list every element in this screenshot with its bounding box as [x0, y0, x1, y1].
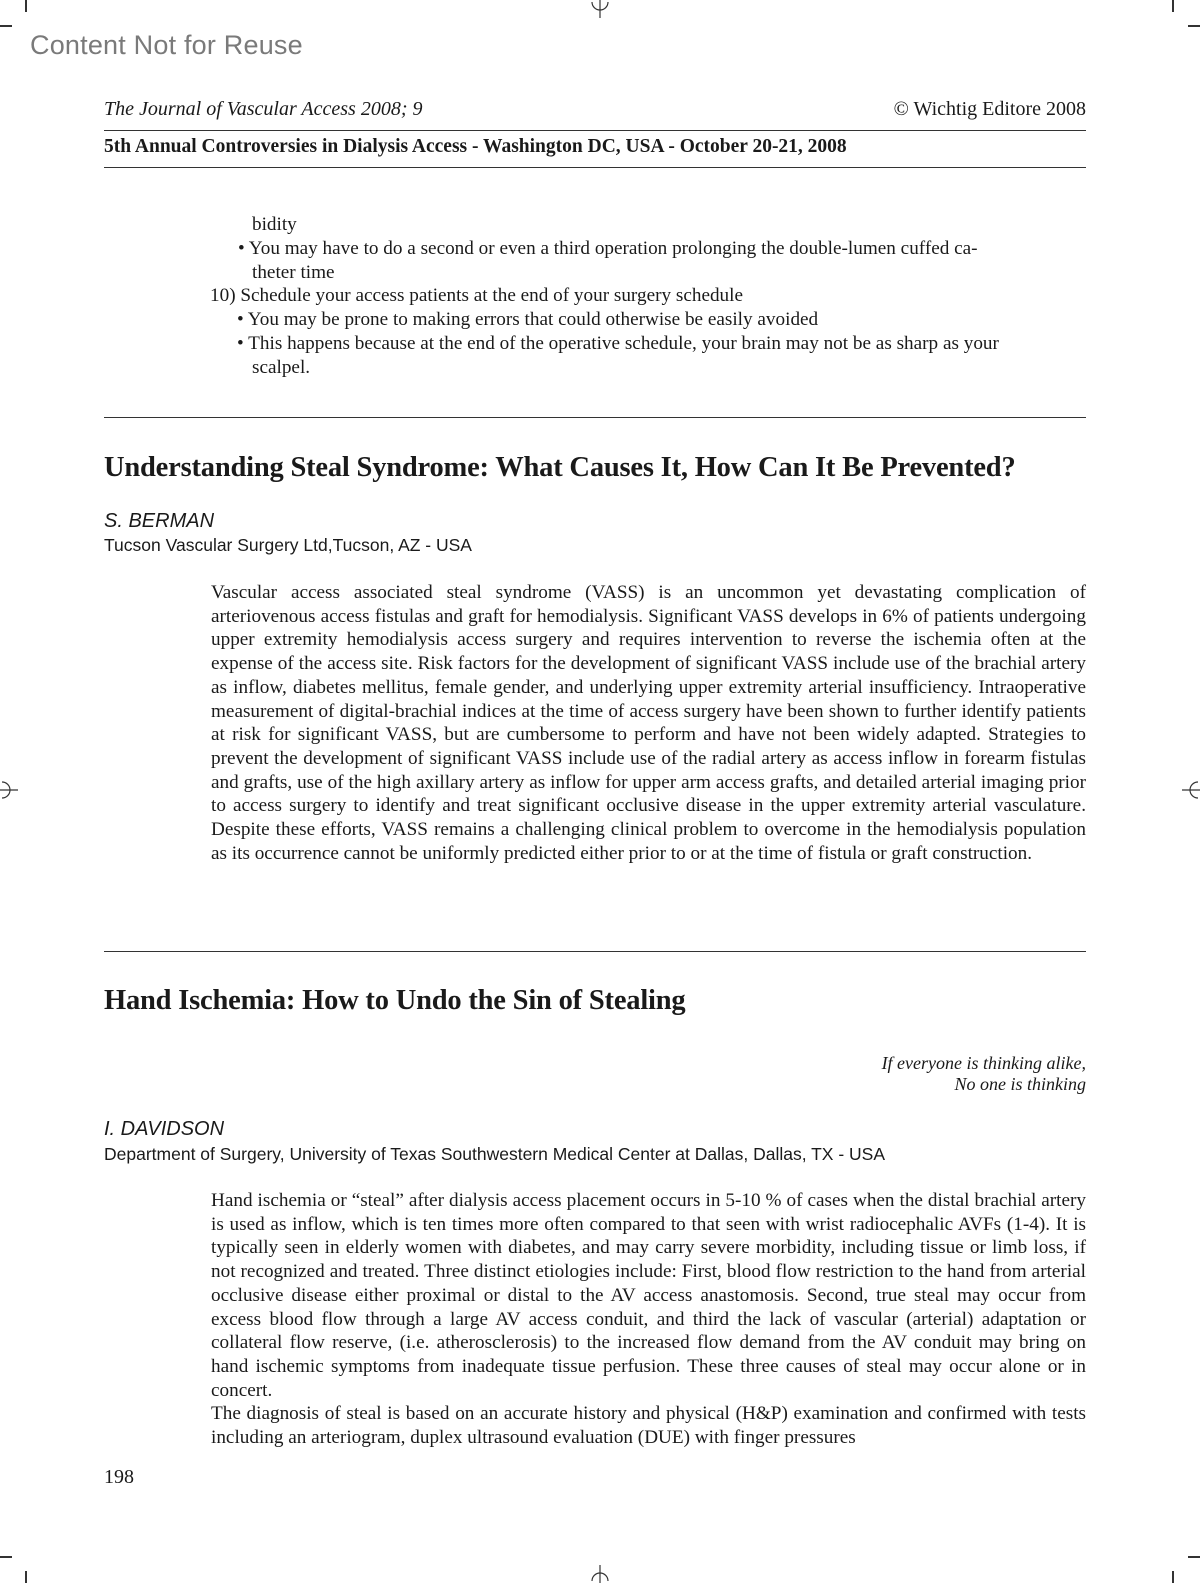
registration-mark-left-icon — [0, 775, 20, 805]
epigraph — [882, 1053, 1086, 1095]
bullet-text: • You may have to do a second or even a third operation prolonging the double-lumen cuffed ca- — [238, 237, 978, 259]
crop-mark-top-right — [1172, 0, 1174, 12]
epigraph-line: If everyone is thinking alike, — [881, 1053, 1086, 1073]
article-author: S. BERMAN — [104, 510, 215, 532]
article-title: Hand Ischemia: How to Undo the Sin of Stealing — [104, 985, 686, 1016]
article-author: I. DAVIDSON — [104, 1118, 225, 1140]
running-header — [104, 98, 1086, 131]
previous-article-continuation — [210, 213, 1086, 380]
article-affiliation: Tucson Vascular Surgery Ltd,Tucson, AZ - USA — [104, 535, 472, 555]
numbered-item: 10) Schedule your access patients at the end of your surgery schedule — [210, 285, 743, 307]
body-paragraph: The diagnosis of steal is based on an accurate history and physical (H&P) examination and confirmed with tests including an arteriogram, duplex ultrasound evaluation (DUE) with finger pressures — [211, 1403, 1086, 1449]
journal-name: The Journal of Vascular Access 2008; 9 — [104, 98, 423, 120]
continuation-line: bidity — [252, 214, 297, 235]
conference-line: 5th Annual Controversies in Dialysis Access - Washington DC, USA - October 20-21, 2008 — [104, 136, 1086, 168]
bullet-continuation: theter time — [252, 261, 335, 283]
copyright-notice: © Wichtig Editore 2008 — [893, 98, 1086, 120]
bullet-continuation: scalpel. — [252, 356, 311, 378]
crop-mark-top-left — [25, 0, 27, 12]
bullet-item — [210, 237, 1086, 261]
crop-mark-top-right-h — [1188, 25, 1200, 27]
article-body — [211, 1189, 1086, 1450]
crop-mark-bottom-right-h — [1188, 1556, 1200, 1558]
registration-mark-top-icon — [585, 0, 615, 20]
registration-mark-bottom-icon — [585, 1563, 615, 1583]
page-number: 198 — [104, 1466, 134, 1488]
watermark-text: Content Not for Reuse — [30, 30, 303, 60]
registration-mark-right-icon — [1180, 775, 1200, 805]
bullet-item: • You may be prone to making errors that could otherwise be easily avoided — [237, 309, 819, 331]
crop-mark-bottom-right — [1172, 1571, 1174, 1583]
article-affiliation: Department of Surgery, University of Texas Southwestern Medical Center at Dallas, Dallas, TX - USA — [104, 1144, 886, 1164]
bullet-item: • This happens because at the end of the operative schedule, your brain may not be as sharp as your — [237, 332, 999, 354]
article-abstract: Vascular access associated steal syndrome (VASS) is an uncommon yet devastating complication of arteriovenous access fistulas and graft for hemodialysis. Significant VASS develops in 6% of patients undergoing upper extremity hemodialysis access surgery and requires intervention to reverse the ischemia often at the expense of the access site. Risk factors for the development of significant VASS include use of the brachial artery as inflow, diabetes mellitus, female gender, and underlying upper extremity arterial insufficiency. Intraoperative measurement of digital-brachial indices at the time of access surgery have been shown to further identify patients at risk for significant VASS, but are cumbersome to perform and have not been widely adapted. Strategies to prevent the development of significant VASS include use of the radial artery as access inflow in forearm fistulas and grafts, use of the high axillary artery as inflow for upper arm access grafts, and detailed arterial imaging prior to access surgery to identify and treat significant occlusive disease in the upper extremity arterial vasculature. Despite these efforts, VASS remains a challenging clinical problem to overcome in the hemodialysis population as its occurrence cannot be uniformly predicted either prior to or at the time of fistula or graft construction. — [211, 582, 1086, 864]
section-divider — [104, 417, 1086, 418]
epigraph-line: No one is thinking — [954, 1074, 1086, 1094]
body-paragraph: Hand ischemia or “steal” after dialysis access placement occurs in 5-10 % of cases when the distal brachial artery is used as inflow, which is ten times more often compared to that seen with wrist radiocephalic AVFs (1-4). It is typically seen in elderly women with diabetes, and may carry severe morbidity, including tissue or limb loss, if not recognized and treated. Three distinct etiologies include: First, blood flow restriction to the hand from arterial occlusive disease either proximal or distal to the AV access anastomosis. Second, true steal may occur from excess blood flow through a large AV access conduit, and third the lack of vascular (arterial) adaptation or collateral flow reserve, (i.e. atherosclerosis) to the increased flow demand from the AV conduit may bring on hand ischemic symptoms from inadequate tissue perfusion. These three causes of steal may occur alone or in concert. — [211, 1190, 1086, 1401]
crop-mark-bottom-left — [25, 1571, 27, 1583]
crop-mark-top-left-h — [0, 25, 12, 27]
article-title: Understanding Steal Syndrome: What Causes It, How Can It Be Prevented? — [104, 452, 1016, 483]
section-divider — [104, 951, 1086, 952]
crop-mark-bottom-left-h — [0, 1556, 12, 1558]
